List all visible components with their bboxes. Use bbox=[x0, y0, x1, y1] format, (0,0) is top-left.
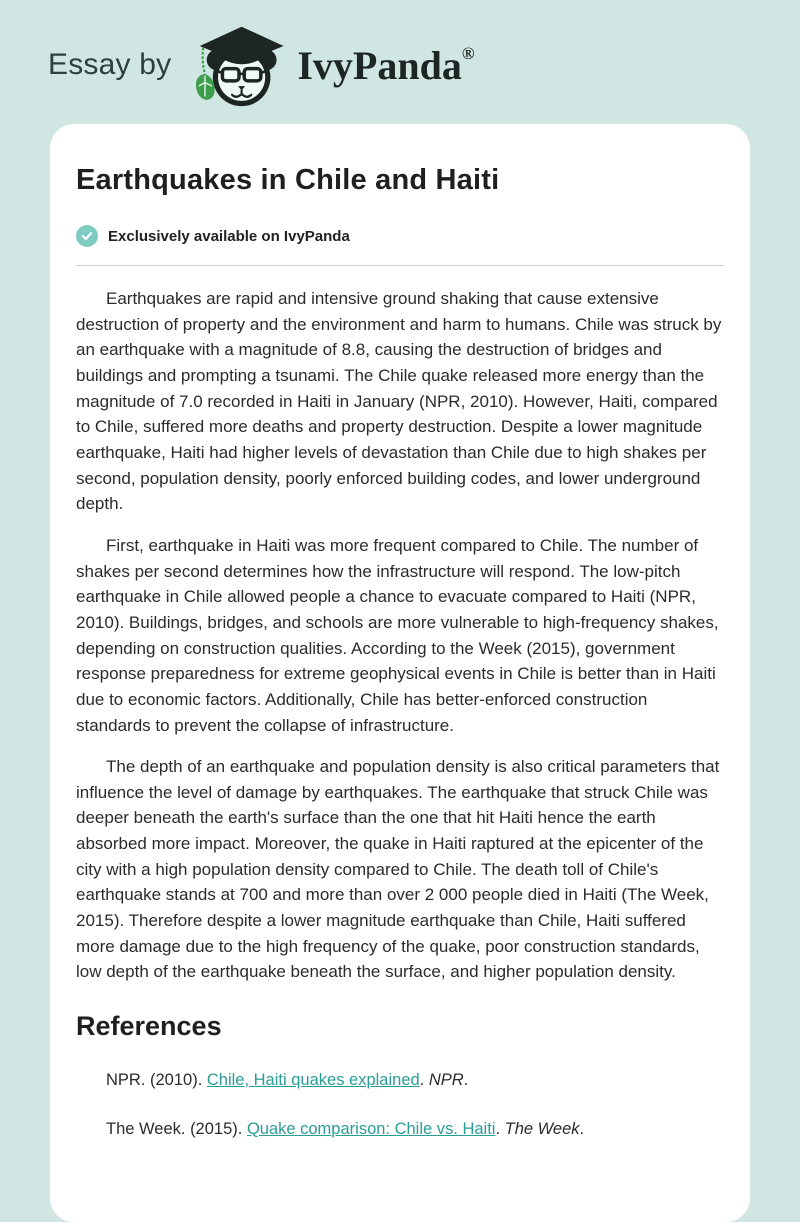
reference-source: The Week bbox=[504, 1119, 580, 1138]
brand-wordmark: IvyPanda® bbox=[297, 42, 475, 88]
essay-paragraph-3: The depth of an earthquake and population density is also critical parameters that influence the level of damage by earthquakes. The earthquake that struck Chile was deeper beneath the earth's surface than the one that hit Haiti hence the earth absorbed more impact. Moreover, the quake in Haiti raptured at the epicenter of the city with a high population density compared to Chile. The death toll of Chile's earthquake stands at 700 and more than over 2 000 people died in Haiti (The Week, 2015). Therefore despite a lower magnitude earthquake than Chile, Haiti suffered more damage due to the high frequency of the quake, poor construction standards, low depth of the earthquake beneath the surface, and higher population density. bbox=[76, 757, 720, 982]
reference-link[interactable]: Quake comparison: Chile vs. Haiti bbox=[246, 1119, 496, 1138]
essay-by-label: Essay by bbox=[48, 48, 172, 81]
reference-item: NPR. (2010). Chile, Haiti quakes explained. NPR. bbox=[106, 1071, 469, 1090]
reference-link[interactable]: Chile, Haiti quakes explained bbox=[206, 1071, 420, 1090]
essay-card bbox=[50, 124, 750, 1222]
essay-paragraph-1: Earthquakes are rapid and intensive ground shaking that cause extensive destruction of property and the environment and harm to humans. Chile was struck by an earthquake with a magnitude of 8.8, causing the destruction of bridges and buildings and prompting a tsunami. The Chile quake released more energy than the magnitude of 7.0 recorded in Haiti in January (NPR, 2010). However, Haiti, compared to Chile, suffered more deaths and property destruction. Despite a lower magnitude earthquake, Haiti had higher levels of devastation than Chile due to high shakes per second, population density, poorly enforced building codes, and lower underground depth. bbox=[76, 289, 722, 514]
badge-label: Exclusively available on IvyPanda bbox=[108, 227, 350, 245]
reference-source: NPR bbox=[428, 1071, 464, 1090]
reference-author: The Week. (2015). bbox=[106, 1119, 247, 1138]
ivypanda-panda-logo-icon bbox=[191, 25, 287, 109]
page-header bbox=[0, 0, 800, 96]
essay-paragraph-2: First, earthquake in Haiti was more frequent compared to Chile. The number of shakes per second determines how the infrastructure will respond. The low-pitch earthquake in Chile allowed people a chance to evacuate compared to Haiti (NPR, 2010). Buildings, bridges, and schools are more vulnerable to high-frequency shakes, depending on construction qualities. According to the Week (2015), government response preparedness for extreme geophysical events in Chile is better than in Haiti due to economic factors. Additionally, Chile has better-enforced construction standards to prevent the collapse of infrastructure. bbox=[76, 535, 719, 735]
check-icon bbox=[76, 225, 98, 247]
references-heading: References bbox=[76, 1011, 222, 1042]
exclusive-badge bbox=[76, 225, 724, 247]
reference-item: The Week. (2015). Quake comparison: Chile vs. Haiti. The Week. bbox=[106, 1119, 585, 1138]
reference-author: NPR. (2010). bbox=[106, 1071, 207, 1090]
page-title: Earthquakes in Chile and Haiti bbox=[76, 164, 500, 196]
registered-mark: ® bbox=[461, 43, 475, 63]
divider bbox=[76, 265, 724, 266]
